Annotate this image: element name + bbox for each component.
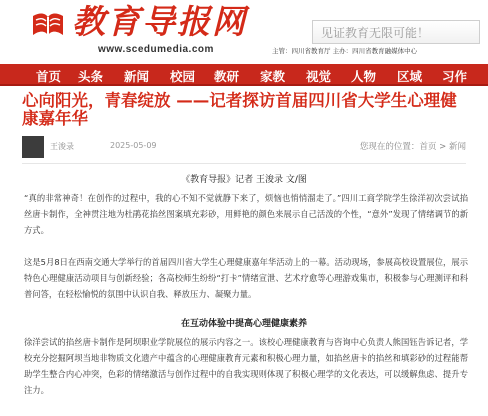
publish-date: 2025-05-09 (110, 141, 157, 150)
breadcrumb-home[interactable]: 首页 (419, 142, 437, 152)
nav-item-headlines[interactable]: 头条 (78, 69, 104, 84)
sponsor-info: 主管：四川省教育厅 主办：四川省教育融媒体中心 (272, 47, 418, 55)
breadcrumb (360, 140, 466, 152)
site-logo-text[interactable]: 教育导报网 (72, 2, 247, 41)
nav-item-visual[interactable]: 视觉 (306, 69, 332, 84)
nav-item-home[interactable]: 首页 (36, 69, 62, 84)
main-nav (0, 64, 488, 86)
breadcrumb-prefix: 您现在的位置： (359, 142, 420, 152)
article-paragraph: 徐洋尝试的掐丝唐卡制作是阿坝职业学院展位的展示内容之一。该校心理健康教育与咨询中心负责人熊国钰告诉记者，学校充分挖掘阿坝当地非物质文化遗产中蕴含的心理健康教育元素和积极心理力量，如掐丝唐卡的掐丝和填彩砂的过程能帮助学生整合内心冲突，色彩的情绪激活与创作过程中的自我实现则体现了积极心理学的文化表达，可以缓解焦虑、提升专注力。 (24, 337, 468, 395)
breadcrumb-separator: > (436, 142, 449, 152)
nav-item-region[interactable]: 区域 (397, 69, 423, 84)
nav-item-people[interactable]: 人物 (351, 69, 377, 84)
nav-item-family[interactable]: 家教 (260, 69, 286, 84)
site-header (0, 0, 488, 62)
article-byline: 《教育导报》记者 王浚录 文/图 (181, 175, 307, 185)
site-url: www.scedumedia.com (98, 44, 214, 55)
slogan-banner (312, 20, 480, 44)
open-book-logo-icon[interactable] (30, 5, 66, 41)
author-avatar-icon (22, 136, 44, 158)
slogan-text: 见证教育无限可能！ (321, 26, 430, 40)
nav-item-research[interactable]: 教研 (214, 69, 240, 84)
article-meta (22, 134, 466, 164)
article-subheading: 在互动体验中提高心理健康素养 (180, 319, 307, 329)
nav-item-news[interactable]: 新闻 (124, 69, 150, 84)
article-paragraph: 这是5月8日在西南交通大学举行的首届四川省大学生心理健康嘉年华活动上的一幕。活动现场，参展高校设置展位，展示特色心理健康活动项目与创新经验；各高校师生纷纷“打卡”情绪宣泄、艺术疗愈等心理游戏集市，积极参与心理测评和科普问答，在轻松愉悦的氛围中认识自我、释放压力、凝聚力量。 (24, 257, 468, 299)
author-name: 王浚录 (50, 142, 74, 151)
nav-item-writing[interactable]: 习作 (442, 69, 468, 84)
article-paragraph: “真的非常神奇！在创作的过程中，我的心不知不觉就静下来了，烦恼也悄悄溜走了。”四川工商学院学生徐洋初次尝试掐丝唐卡制作，全神贯注地为杜鹃花掐丝图案填充彩砂，用鲜艳的颜色来展示自己活泼的个性，“意外”发现了情绪调节的新方式。 (24, 193, 468, 235)
article-title: 心向阳光，青春绽放 ——记者探访首届四川省大学生心理健康嘉年华 (22, 91, 457, 128)
breadcrumb-news[interactable]: 新闻 (448, 142, 466, 152)
nav-item-campus[interactable]: 校园 (170, 69, 196, 84)
